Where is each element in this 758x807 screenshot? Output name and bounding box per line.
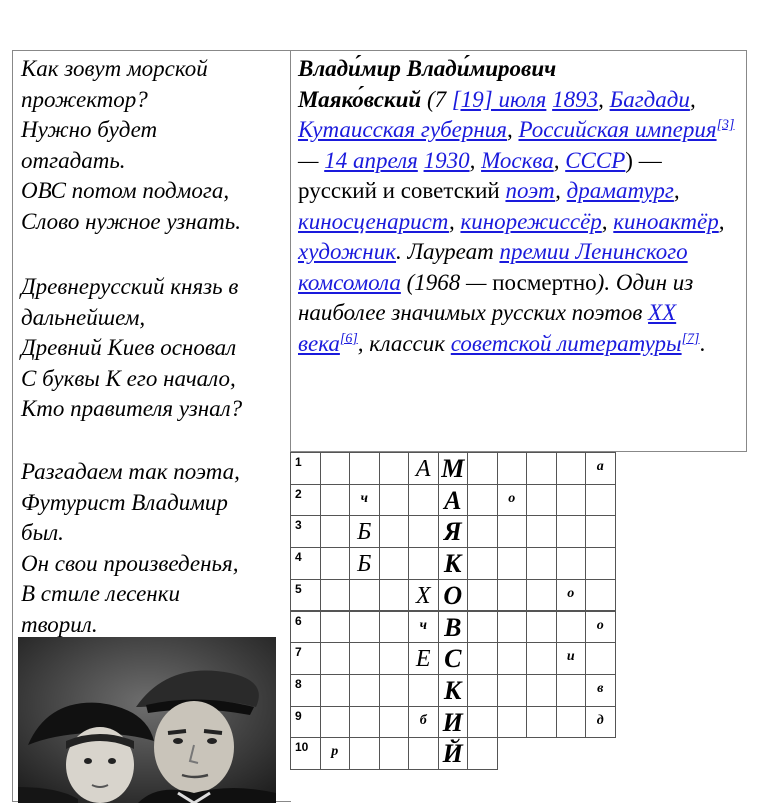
- crossword-cell[interactable]: [379, 706, 410, 739]
- crossword-cell[interactable]: [585, 706, 616, 739]
- crossword-cell[interactable]: [349, 737, 380, 770]
- crossword-letter: ч: [360, 490, 368, 506]
- crossword-cell[interactable]: [585, 515, 616, 548]
- crossword-cell[interactable]: [526, 515, 557, 548]
- crossword-cell[interactable]: [379, 674, 410, 707]
- poem-line: Он свои произведенья,: [21, 550, 239, 576]
- crossword-cell[interactable]: [379, 611, 410, 644]
- crossword-key-cell[interactable]: [438, 547, 469, 580]
- poem-line: Нужно будет: [21, 117, 158, 142]
- crossword-cell[interactable]: [526, 611, 557, 644]
- crossword-cell[interactable]: [379, 737, 410, 770]
- crossword-row-number: 10: [295, 740, 309, 755]
- crossword-cell[interactable]: [290, 642, 321, 675]
- crossword-key-cell[interactable]: [438, 737, 469, 770]
- crossword-cell[interactable]: [408, 737, 439, 770]
- crossword-cell[interactable]: [585, 484, 616, 517]
- crossword-letter: ч: [419, 617, 427, 633]
- poem-line: Слово нужное узнать.: [21, 208, 242, 234]
- riddle-poem-2: [21, 272, 242, 425]
- crossword-letter: Я: [443, 517, 462, 547]
- crossword-cell[interactable]: [467, 515, 498, 548]
- crossword-cell[interactable]: [290, 579, 321, 612]
- crossword-cell[interactable]: [585, 579, 616, 612]
- crossword-cell[interactable]: [526, 452, 557, 485]
- crossword-cell[interactable]: [556, 452, 587, 485]
- crossword-key-cell[interactable]: [438, 642, 469, 675]
- crossword-cell[interactable]: [467, 642, 498, 675]
- crossword-cell[interactable]: [497, 706, 528, 739]
- bio-link-moscow[interactable]: Москва: [481, 147, 554, 173]
- crossword-letter: О: [443, 580, 463, 610]
- crossword-letter: в: [597, 680, 604, 696]
- crossword-cell[interactable]: [349, 611, 380, 644]
- bio-text: ). Один из наиболее значимых русских поэтов: [298, 269, 694, 325]
- crossword-cell[interactable]: [585, 611, 616, 644]
- bio-text: , классик: [357, 330, 451, 356]
- portrait-photo-image: [18, 637, 276, 803]
- left-column: [12, 50, 291, 802]
- portrait-photo: [18, 637, 276, 803]
- bio-text: ) — русский и советский: [298, 147, 662, 203]
- crossword-cell[interactable]: [467, 452, 498, 485]
- crossword-cell[interactable]: [349, 484, 380, 517]
- crossword-cell[interactable]: [497, 642, 528, 675]
- crossword-cell[interactable]: [320, 706, 351, 739]
- crossword-letter: А: [444, 485, 462, 515]
- crossword-cell[interactable]: [497, 547, 528, 580]
- crossword-cell[interactable]: [408, 674, 439, 707]
- poem-line: Разгадаем так поэта,: [21, 459, 240, 484]
- crossword-cell[interactable]: [526, 706, 557, 739]
- bio-text: .: [699, 330, 706, 356]
- bio-link-deathdate[interactable]: 14 апреля: [324, 147, 418, 173]
- crossword-letter: Е: [415, 646, 431, 673]
- crossword-cell[interactable]: [497, 674, 528, 707]
- crossword-cell[interactable]: [379, 515, 410, 548]
- crossword-cell[interactable]: [408, 611, 439, 644]
- bio-surname: Маяко́вский: [298, 86, 422, 112]
- poem-line: Древний Киев основал: [21, 335, 237, 360]
- crossword-cell[interactable]: [320, 484, 351, 517]
- crossword-cell[interactable]: [408, 484, 439, 517]
- crossword-letter: о: [596, 617, 604, 633]
- bio-footnote-3[interactable]: [3]: [716, 117, 735, 133]
- crossword-cell[interactable]: [467, 611, 498, 644]
- crossword-letter: К: [443, 549, 462, 579]
- poem-line: С буквы К его начало,: [21, 365, 236, 391]
- crossword-key-cell[interactable]: [438, 674, 469, 707]
- bio-link-ussr[interactable]: СССР: [565, 147, 626, 173]
- crossword-cell[interactable]: [320, 547, 351, 580]
- crossword-row-number: 2: [295, 486, 302, 501]
- crossword-cell[interactable]: [320, 515, 351, 548]
- crossword-cell[interactable]: [290, 674, 321, 707]
- poem-line: прожектор?: [21, 86, 148, 112]
- crossword-cell[interactable]: [556, 642, 587, 675]
- crossword-cell[interactable]: [349, 547, 380, 580]
- bio-link-20th-century[interactable]: XX века: [298, 300, 677, 356]
- mayakovsky-bio: Влади́мир Влади́мирович Маяко́вский (7 [19] июля 1893, Багдади, Кутаисская губерния, Российская империя[3] — 14 апреля 1930, Москва, СССР) — русский и советский поэт, драматург, киносценарист, кинорежиссёр, киноактёр, художник. Лауреат премии Ленинского комсомола (1968 — посмертно). Один из наиболее значимых русских поэтов XX века[6], классик советской литературы[7].: [290, 50, 747, 452]
- bio-link-komsomol-prize[interactable]: премии Ленинского комсомола: [298, 239, 688, 295]
- crossword-cell[interactable]: [379, 452, 410, 485]
- crossword-row-number: 6: [295, 613, 302, 628]
- crossword-cell[interactable]: [408, 515, 439, 548]
- crossword-cell[interactable]: [379, 484, 410, 517]
- crossword-letter: и: [566, 649, 575, 665]
- crossword-letter: о: [567, 585, 575, 601]
- bio-text: посмертно: [492, 269, 597, 295]
- crossword-row-number: 9: [295, 708, 302, 723]
- crossword-cell[interactable]: [585, 452, 616, 485]
- poem-line: Древнерусский князь в: [21, 274, 239, 299]
- crossword-cell[interactable]: [320, 674, 351, 707]
- crossword-row-number: 4: [295, 550, 302, 565]
- crossword-cell[interactable]: [467, 674, 498, 707]
- crossword-key-cell[interactable]: [438, 452, 469, 485]
- crossword-cell[interactable]: [349, 642, 380, 675]
- crossword-cell[interactable]: [379, 547, 410, 580]
- crossword-cell[interactable]: [379, 579, 410, 612]
- crossword-letter: Х: [415, 582, 431, 609]
- crossword-row-number: 3: [295, 518, 302, 533]
- crossword-cell[interactable]: [467, 547, 498, 580]
- crossword-cell[interactable]: [320, 611, 351, 644]
- bio-link-kutais-governorate[interactable]: Кутаисская губерния: [298, 117, 507, 142]
- bio-link-film-actor[interactable]: киноактёр: [613, 208, 719, 234]
- crossword-cell[interactable]: [556, 674, 587, 707]
- crossword-cell[interactable]: [556, 547, 587, 580]
- crossword-cell[interactable]: [556, 515, 587, 548]
- poem-line: Как зовут морской: [21, 56, 208, 81]
- crossword-letter: А: [415, 456, 431, 482]
- crossword-key-cell[interactable]: [438, 579, 469, 612]
- crossword-letter: С: [444, 644, 462, 674]
- crossword-cell[interactable]: [320, 642, 351, 675]
- bio-link-deathyear[interactable]: 1930: [423, 147, 470, 173]
- crossword-cell[interactable]: [556, 579, 587, 612]
- poem-line: дальнейшем,: [21, 304, 146, 330]
- bio-link-baghdati[interactable]: Багдади: [609, 86, 690, 112]
- crossword-cell[interactable]: [379, 642, 410, 675]
- crossword-cell[interactable]: [290, 515, 321, 548]
- bio-link-birthdate[interactable]: [19] июля: [451, 86, 547, 112]
- crossword-cell[interactable]: [320, 737, 351, 770]
- riddle-poem-1: [21, 54, 241, 237]
- crossword-letter: а: [596, 459, 604, 474]
- bio-link-artist[interactable]: художник: [298, 239, 396, 264]
- crossword-cell[interactable]: [290, 547, 321, 580]
- crossword-letter: В: [444, 612, 462, 642]
- crossword-cell[interactable]: [408, 452, 439, 485]
- crossword-cell[interactable]: [526, 579, 557, 612]
- crossword-letter: Б: [357, 519, 372, 546]
- poem-line: был.: [21, 520, 64, 545]
- bio-footnote-6[interactable]: [6]: [339, 330, 358, 346]
- bio-link-film-director[interactable]: кинорежиссёр: [460, 208, 602, 234]
- crossword-cell[interactable]: [526, 547, 557, 580]
- bio-text: (7: [421, 86, 452, 112]
- crossword-cell[interactable]: [556, 706, 587, 739]
- crossword-cell[interactable]: [290, 452, 321, 485]
- crossword-cell[interactable]: [320, 452, 351, 485]
- crossword-letter: б: [419, 712, 427, 728]
- crossword-key-cell[interactable]: [438, 484, 469, 517]
- crossword-cell[interactable]: [467, 706, 498, 739]
- crossword-cell[interactable]: [349, 452, 380, 485]
- crossword-key-cell[interactable]: [438, 611, 469, 644]
- crossword-cell[interactable]: [349, 706, 380, 739]
- crossword-letter: р: [331, 744, 339, 760]
- bio-footnote-7[interactable]: [7]: [681, 330, 700, 346]
- crossword-cell[interactable]: [526, 484, 557, 517]
- crossword-letter: д: [596, 712, 604, 728]
- crossword-letter: К: [443, 675, 462, 705]
- poem-line: Кто правителя узнал?: [21, 396, 243, 421]
- crossword-key-cell[interactable]: [438, 706, 469, 739]
- bio-name: Влади́мир Влади́мирович: [298, 56, 557, 81]
- crossword-cell[interactable]: [290, 611, 321, 644]
- poem-line: ОВС потом подмога,: [21, 178, 230, 203]
- bio-link-birthyear[interactable]: 1893: [552, 86, 599, 112]
- crossword-cell[interactable]: [585, 674, 616, 707]
- poem-line: творил.: [21, 611, 98, 637]
- crossword-cell[interactable]: [497, 452, 528, 485]
- bio-text: . Лауреат: [395, 239, 500, 264]
- crossword-cell[interactable]: [497, 484, 528, 517]
- crossword-cell[interactable]: [526, 642, 557, 675]
- crossword-cell[interactable]: [290, 484, 321, 517]
- crossword-letter: Б: [357, 551, 372, 578]
- bio-link-poet[interactable]: поэт: [505, 178, 556, 203]
- crossword-cell[interactable]: [526, 674, 557, 707]
- poem-line: В стиле лесенки: [21, 581, 180, 606]
- crossword-cell[interactable]: [497, 611, 528, 644]
- crossword-cell[interactable]: [408, 547, 439, 580]
- crossword-cell[interactable]: [467, 579, 498, 612]
- riddle-poem-3: [21, 457, 240, 640]
- crossword-cell[interactable]: [556, 484, 587, 517]
- bio-text: (1968 —: [400, 269, 493, 295]
- crossword-cell[interactable]: [349, 674, 380, 707]
- crossword-letter: М: [441, 454, 465, 483]
- bio-link-soviet-literature[interactable]: советской литературы: [450, 330, 682, 356]
- crossword-letter: Й: [442, 739, 463, 769]
- crossword-key-cell[interactable]: [438, 515, 469, 548]
- bio-link-playwright[interactable]: драматург: [566, 178, 674, 203]
- bio-link-screenwriter[interactable]: киносценарист: [298, 208, 449, 234]
- crossword-cell[interactable]: [408, 642, 439, 675]
- crossword-row-number: 1: [295, 455, 302, 469]
- crossword-cell[interactable]: [467, 737, 498, 770]
- crossword-cell[interactable]: [556, 611, 587, 644]
- crossword-cell[interactable]: [585, 642, 616, 675]
- crossword-cell[interactable]: [320, 579, 351, 612]
- crossword-row-number: 8: [295, 676, 302, 691]
- crossword-cell[interactable]: [408, 579, 439, 612]
- crossword-cell[interactable]: [497, 579, 528, 612]
- crossword-cell[interactable]: [290, 737, 321, 770]
- crossword-cell[interactable]: [467, 484, 498, 517]
- crossword-cell[interactable]: [349, 515, 380, 548]
- crossword-row-number: 5: [295, 581, 302, 596]
- poem-line: Футурист Владимир: [21, 489, 228, 515]
- crossword-row-number: 7: [295, 645, 302, 660]
- bio-link-russian-empire[interactable]: Российская империя: [518, 117, 717, 142]
- crossword-letter: И: [442, 707, 463, 737]
- bio-text: —: [298, 147, 325, 173]
- crossword-cell[interactable]: [497, 515, 528, 548]
- crossword-cell[interactable]: [408, 706, 439, 739]
- crossword-cell[interactable]: [585, 547, 616, 580]
- crossword-cell[interactable]: [290, 706, 321, 739]
- poem-line: отгадать.: [21, 147, 126, 173]
- crossword-cell[interactable]: [349, 579, 380, 612]
- crossword-letter: о: [508, 490, 516, 506]
